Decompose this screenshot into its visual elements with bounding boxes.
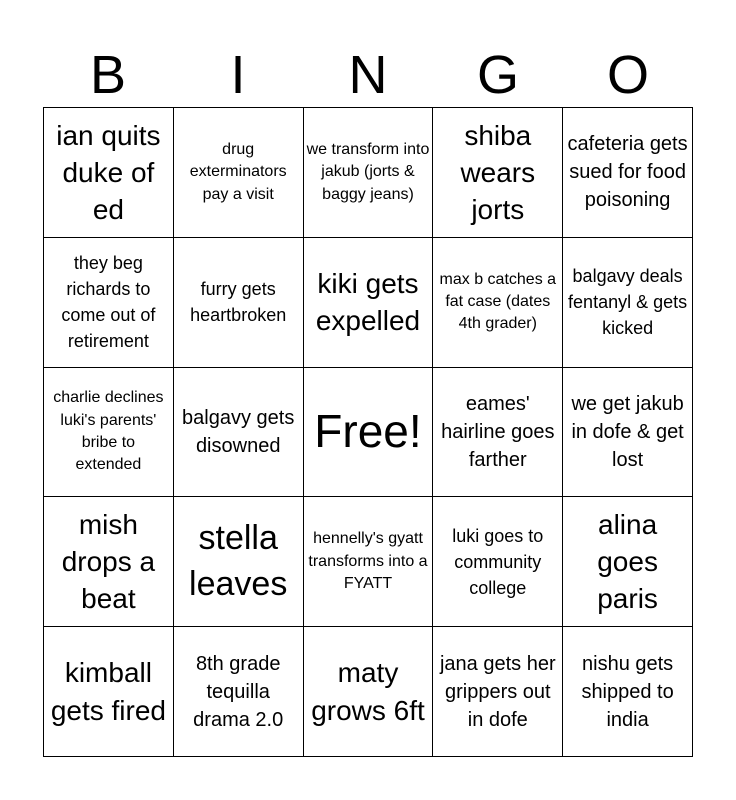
cell-text: mish drops a beat (61, 508, 156, 615)
cell-text: max b catches a fat case (dates 4th grader) (439, 270, 557, 333)
cell-text: balgavy deals fentanyl & gets kicked (568, 266, 688, 339)
bingo-cell[interactable] (174, 238, 304, 368)
header-letter-i: I (230, 45, 246, 105)
bingo-cell[interactable] (563, 368, 693, 498)
cell-text: eames' hairline goes farther (441, 392, 555, 471)
bingo-cell[interactable] (433, 238, 563, 368)
cell-text: they beg richards to come out of retirement (61, 253, 156, 352)
header-letter-b: B (89, 45, 127, 105)
cell-text: alina goes paris (597, 508, 658, 615)
bingo-cell[interactable] (433, 497, 563, 627)
bingo-cell[interactable] (304, 238, 434, 368)
cell-text: we get jakub in dofe & get lost (571, 392, 684, 471)
cell-text: charlie declines luki's parents' bribe to extended (53, 389, 164, 474)
cell-text: 8th grade tequilla drama 2.0 (193, 652, 284, 731)
bingo-cell[interactable] (174, 497, 304, 627)
bingo-cell[interactable] (304, 108, 434, 238)
bingo-header (43, 44, 693, 106)
cell-text: ian quits duke of ed (56, 119, 161, 226)
cell-text: maty grows 6ft (311, 657, 425, 726)
cell-text: luki goes to community college (452, 525, 544, 598)
cell-text: stella leaves (189, 518, 288, 603)
bingo-cell[interactable] (563, 238, 693, 368)
cell-text: we transform into jakub (jorts & baggy jeans) (306, 140, 430, 203)
cell-text: cafeteria gets sued for food poisoning (567, 133, 688, 212)
bingo-cell[interactable] (44, 497, 174, 627)
cell-text: drug exterminators pay a visit (189, 140, 287, 203)
bingo-cell[interactable] (174, 368, 304, 498)
bingo-cell[interactable] (433, 627, 563, 757)
bingo-cell[interactable] (563, 497, 693, 627)
bingo-cell[interactable] (433, 108, 563, 238)
cell-text: furry gets heartbroken (190, 279, 287, 326)
free-space-text: Free! (314, 405, 422, 458)
header-letter-o: O (606, 45, 649, 105)
bingo-cell[interactable] (433, 368, 563, 498)
bingo-cell-free[interactable] (304, 368, 434, 498)
bingo-cell[interactable] (304, 497, 434, 627)
cell-text: jana gets her grippers out in dofe (439, 652, 556, 731)
cell-text: kimball gets fired (50, 657, 166, 726)
header-letter-g: G (476, 45, 519, 105)
cell-text: hennelly's gyatt transforms into a FYATT (308, 530, 428, 592)
cell-text: kiki gets expelled (315, 267, 421, 337)
header-letter-n: N (348, 45, 388, 105)
bingo-cell[interactable] (563, 627, 693, 757)
bingo-cell[interactable] (563, 108, 693, 238)
cell-text: nishu gets shipped to india (581, 652, 674, 731)
bingo-grid (43, 107, 693, 757)
bingo-cell[interactable] (44, 108, 174, 238)
bingo-cell[interactable] (174, 108, 304, 238)
bingo-cell[interactable] (174, 627, 304, 757)
cell-text: balgavy gets disowned (182, 406, 295, 457)
cell-text: shiba wears jorts (460, 119, 536, 226)
bingo-cell[interactable] (44, 368, 174, 498)
bingo-cell[interactable] (44, 627, 174, 757)
bingo-cell[interactable] (304, 627, 434, 757)
bingo-cell[interactable] (44, 238, 174, 368)
